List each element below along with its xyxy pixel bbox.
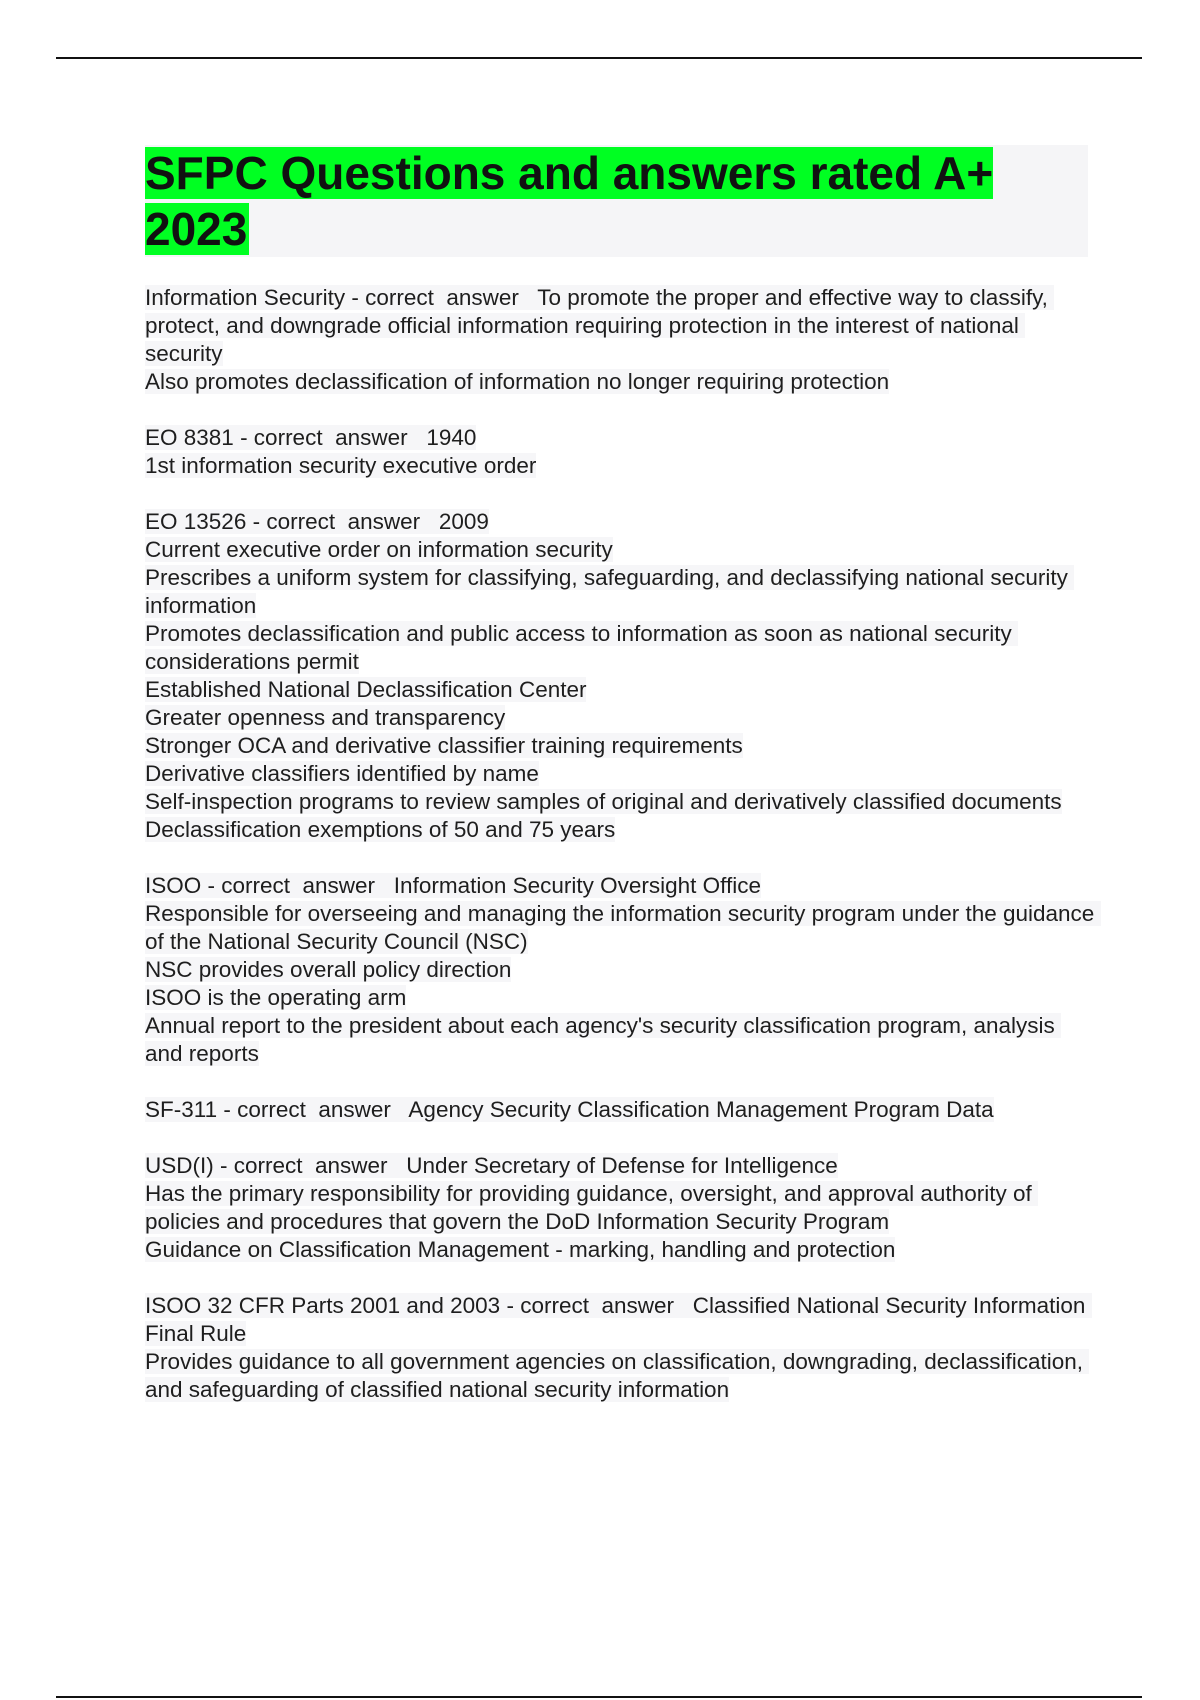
qa-line: SF-311 - correct answer Agency Security Classification Management Program Data (145, 1097, 994, 1122)
qa-entry-eo-13526 (145, 508, 1095, 844)
qa-entry-isoo-32-cfr (145, 1292, 1095, 1404)
qa-line: Current executive order on information security (145, 537, 613, 562)
qa-line: 1st information security executive order (145, 453, 537, 478)
qa-line: Derivative classifiers identified by name (145, 761, 539, 786)
qa-line: Self-inspection programs to review samples of original and derivatively classified documents (145, 789, 1062, 814)
qa-line: NSC provides overall policy direction (145, 957, 512, 982)
qa-line: Also promotes declassification of information no longer requiring protection (145, 369, 890, 394)
qa-entry-usd-i (145, 1152, 1095, 1264)
qa-line: Provides guidance to all government agencies on classification, downgrading, declassification, and safeguarding of classified national security information (145, 1349, 1090, 1402)
qa-line: Has the primary responsibility for providing guidance, oversight, and approval authority of policies and procedures that govern the DoD Information Security Program (145, 1181, 1038, 1234)
qa-line: Information Security - correct answer To promote the proper and effective way to classify, protect, and downgrade official information requiring protection in the interest of national security (145, 285, 1055, 366)
top-rule (56, 57, 1142, 59)
qa-entry-eo-8381 (145, 424, 1095, 480)
bottom-rule (56, 1696, 1142, 1698)
qa-line: Established National Declassification Center (145, 677, 587, 702)
qa-line: Declassification exemptions of 50 and 75 years (145, 817, 616, 842)
qa-entry-sf-311 (145, 1096, 1095, 1124)
qa-line: USD(I) - correct answer Under Secretary of Defense for Intelligence (145, 1153, 838, 1178)
qa-line: Responsible for overseeing and managing the information security program under the guidance of the National Security Council (NSC) (145, 901, 1101, 954)
qa-line: ISOO is the operating arm (145, 985, 407, 1010)
qa-line: Annual report to the president about each agency's security classification program, analysis and reports (145, 1013, 1062, 1066)
qa-line: Prescribes a uniform system for classifying, safeguarding, and declassifying national security information (145, 565, 1075, 618)
title-highlight: SFPC Questions and answers rated A+ 2023 (145, 147, 994, 255)
qa-line: Promotes declassification and public access to information as soon as national security considerations permit (145, 621, 1018, 674)
title-block (145, 145, 1088, 257)
qa-line: Guidance on Classification Management - marking, handling and protection (145, 1237, 896, 1262)
qa-line: EO 8381 - correct answer 1940 (145, 425, 477, 450)
qa-line: ISOO 32 CFR Parts 2001 and 2003 - correct answer Classified National Security Information Final Rule (145, 1293, 1092, 1346)
document-title (145, 145, 1045, 257)
qa-line: EO 13526 - correct answer 2009 (145, 509, 489, 534)
qa-content (145, 284, 1101, 1432)
qa-entry-information-security (145, 284, 1095, 396)
qa-line: Stronger OCA and derivative classifier training requirements (145, 733, 743, 758)
qa-line: ISOO - correct answer Information Security Oversight Office (145, 873, 762, 898)
qa-line: Greater openness and transparency (145, 705, 506, 730)
qa-entry-isoo (145, 872, 1101, 1068)
